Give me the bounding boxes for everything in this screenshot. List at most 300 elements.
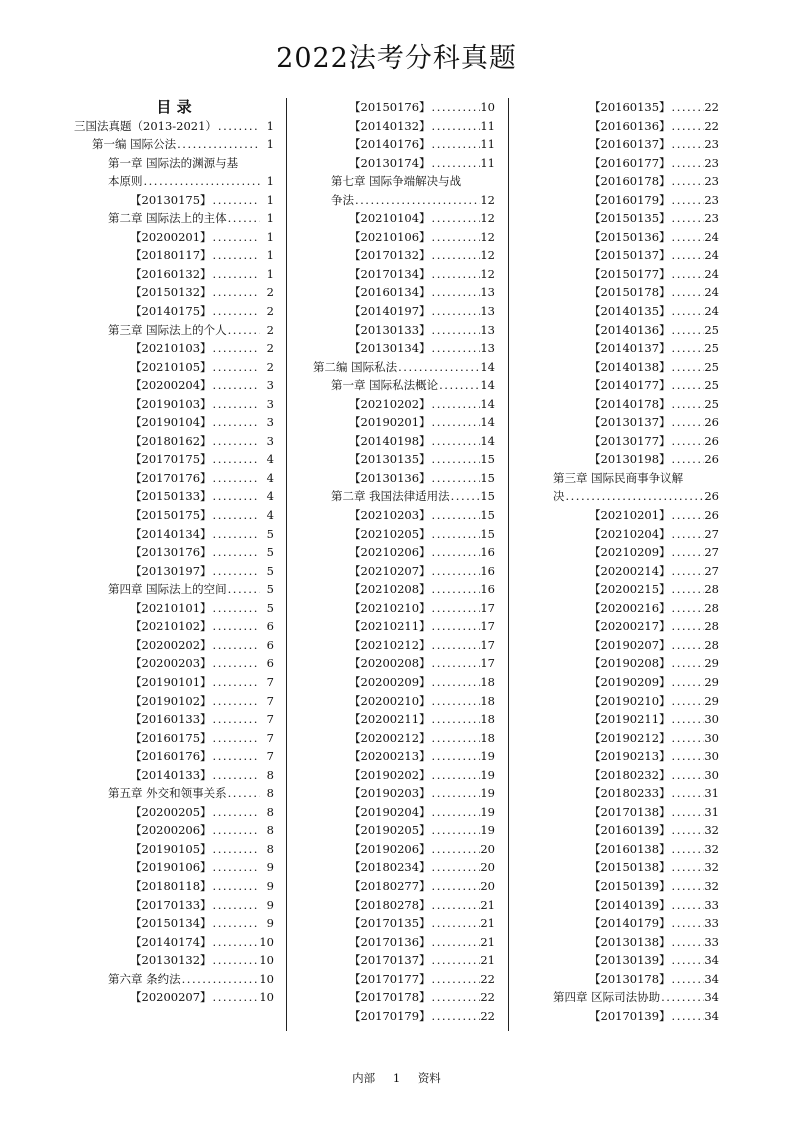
toc-entry-label: 【20140179】 xyxy=(589,916,671,931)
toc-entry[interactable] xyxy=(74,970,274,989)
toc-entry[interactable] xyxy=(553,933,719,952)
toc-entry[interactable] xyxy=(553,747,719,766)
toc-leader-dots xyxy=(671,562,705,581)
toc-entry-page: 28 xyxy=(704,619,719,634)
toc-entry[interactable] xyxy=(74,228,274,247)
toc-leader-dots xyxy=(671,209,705,228)
toc-entry-label: 【20190104】 xyxy=(130,415,212,430)
toc-entry[interactable] xyxy=(74,747,274,766)
toc-leader-dots xyxy=(431,98,481,117)
toc-leader-dots xyxy=(431,636,481,655)
toc-entry-label: 【20130139】 xyxy=(589,953,671,968)
toc-entry-page: 23 xyxy=(704,174,719,189)
toc-entry[interactable] xyxy=(313,710,495,729)
toc-leader-dots xyxy=(431,729,481,748)
toc-entry-page: 15 xyxy=(480,526,495,541)
toc-leader-dots xyxy=(431,970,481,989)
toc-entry-label: 【20190208】 xyxy=(589,656,671,671)
toc-entry[interactable] xyxy=(313,209,495,228)
toc-leader-dots xyxy=(212,395,260,414)
toc-entry[interactable] xyxy=(313,469,495,488)
toc-entry-label: 【20190212】 xyxy=(589,730,671,745)
toc-entry[interactable] xyxy=(313,172,495,191)
toc-leader-dots xyxy=(431,580,481,599)
toc-entry[interactable] xyxy=(553,98,719,117)
toc-entry-label: 【20140175】 xyxy=(130,304,212,319)
toc-leader-dots xyxy=(671,432,705,451)
toc-leader-dots xyxy=(671,117,705,136)
toc-entry[interactable] xyxy=(74,376,274,395)
toc-entry[interactable] xyxy=(313,970,495,989)
toc-leader-dots xyxy=(671,98,705,117)
toc-entry-page: 34 xyxy=(704,953,719,968)
toc-entry-page: 27 xyxy=(704,545,719,560)
toc-entry[interactable] xyxy=(74,673,274,692)
toc-entry[interactable] xyxy=(553,543,719,562)
toc-entry[interactable] xyxy=(313,896,495,915)
toc-entry[interactable] xyxy=(74,951,274,970)
toc-entry[interactable] xyxy=(313,228,495,247)
toc-entry-page: 14 xyxy=(480,433,495,448)
toc-leader-dots xyxy=(671,896,705,915)
toc-entry[interactable] xyxy=(313,321,495,340)
toc-entry-label: 【20140198】 xyxy=(349,433,431,448)
toc-entry-label: 【20200215】 xyxy=(589,582,671,597)
toc-leader-dots xyxy=(671,506,705,525)
toc-entry-page: 25 xyxy=(704,359,719,374)
toc-entry[interactable] xyxy=(553,283,719,302)
toc-entry-label: 【20160138】 xyxy=(589,841,671,856)
toc-leader-dots xyxy=(212,191,260,210)
toc-entry-label: 【20170178】 xyxy=(349,990,431,1005)
toc-entry-label: 【20150135】 xyxy=(589,211,671,226)
toc-leader-dots xyxy=(671,580,705,599)
toc-entry-page: 1 xyxy=(266,266,274,281)
toc-entry-label: 【20210210】 xyxy=(349,600,431,615)
toc-entry[interactable] xyxy=(74,562,274,581)
toc-entry[interactable] xyxy=(553,710,719,729)
toc-entry[interactable] xyxy=(313,877,495,896)
toc-entry[interactable] xyxy=(553,339,719,358)
toc-leader-dots xyxy=(212,413,260,432)
toc-entry-page: 20 xyxy=(480,841,495,856)
toc-leader-dots xyxy=(671,951,705,970)
toc-entry-label: 【20200205】 xyxy=(130,804,212,819)
toc-column-2 xyxy=(313,98,495,1025)
toc-entry[interactable] xyxy=(553,877,719,896)
toc-entry-label: 【20210205】 xyxy=(349,526,431,541)
toc-entry[interactable] xyxy=(313,191,495,210)
toc-leader-dots xyxy=(431,413,481,432)
toc-entry[interactable] xyxy=(74,432,274,451)
toc-entry-label: 【20200211】 xyxy=(349,712,431,727)
toc-entry-label: 【20160136】 xyxy=(589,118,671,133)
toc-entry[interactable] xyxy=(74,803,274,822)
toc-entry-page: 3 xyxy=(266,415,274,430)
toc-entry-page: 8 xyxy=(266,804,274,819)
toc-entry[interactable] xyxy=(313,951,495,970)
toc-leader-dots xyxy=(671,154,705,173)
toc-entry[interactable] xyxy=(313,265,495,284)
toc-leader-dots xyxy=(431,914,481,933)
toc-entry[interactable] xyxy=(553,228,719,247)
toc-entry[interactable] xyxy=(74,710,274,729)
toc-entry-label: 【20130133】 xyxy=(349,322,431,337)
toc-entry-label: 【20170132】 xyxy=(349,248,431,263)
toc-entry[interactable] xyxy=(553,599,719,618)
toc-entry[interactable] xyxy=(74,154,274,173)
toc-entry-page: 22 xyxy=(704,100,719,114)
toc-entry-page: 1 xyxy=(266,211,274,226)
toc-entry[interactable] xyxy=(313,747,495,766)
toc-entry-page: 15 xyxy=(480,452,495,467)
toc-entry[interactable] xyxy=(74,506,274,525)
toc-entry-label: 【20210206】 xyxy=(349,545,431,560)
toc-entry[interactable] xyxy=(313,840,495,859)
toc-entry-page: 2 xyxy=(266,341,274,356)
toc-entry[interactable] xyxy=(74,172,274,191)
toc-entry[interactable] xyxy=(313,339,495,358)
toc-leader-dots xyxy=(212,228,260,247)
toc-entry-label: 【20190201】 xyxy=(349,415,431,430)
toc-entry[interactable] xyxy=(74,302,274,321)
toc-entry[interactable] xyxy=(553,246,719,265)
toc-entry[interactable] xyxy=(553,321,719,340)
toc-entry-page: 14 xyxy=(480,378,495,393)
toc-leader-dots xyxy=(431,840,481,859)
toc-entry-label: 【20130138】 xyxy=(589,934,671,949)
toc-leader-dots xyxy=(671,525,705,544)
toc-entry-page: 22 xyxy=(704,118,719,133)
toc-leader-dots xyxy=(212,933,260,952)
toc-leader-dots xyxy=(671,821,705,840)
toc-entry[interactable] xyxy=(313,933,495,952)
toc-entry[interactable] xyxy=(313,636,495,655)
toc-entry[interactable] xyxy=(74,784,274,803)
toc-entry[interactable] xyxy=(74,283,274,302)
toc-entry-label: 【20190101】 xyxy=(130,674,212,689)
toc-entry[interactable] xyxy=(553,302,719,321)
toc-leader-dots xyxy=(431,209,481,228)
toc-entry[interactable] xyxy=(313,358,495,377)
toc-entry[interactable] xyxy=(313,302,495,321)
toc-entry[interactable] xyxy=(74,766,274,785)
toc-entry[interactable] xyxy=(313,450,495,469)
toc-entry[interactable] xyxy=(74,858,274,877)
toc-entry[interactable] xyxy=(553,1007,719,1026)
toc-entry-page: 4 xyxy=(266,489,274,504)
toc-leader-dots xyxy=(671,228,705,247)
toc-leader-dots xyxy=(671,283,705,302)
toc-entry[interactable] xyxy=(313,858,495,877)
toc-entry[interactable] xyxy=(553,117,719,136)
toc-entry[interactable] xyxy=(74,135,274,154)
toc-entry[interactable] xyxy=(74,117,274,136)
toc-entry[interactable] xyxy=(553,450,719,469)
toc-entry[interactable] xyxy=(553,413,719,432)
toc-entry[interactable] xyxy=(313,729,495,748)
toc-entry[interactable] xyxy=(74,246,274,265)
toc-leader-dots xyxy=(671,803,705,822)
toc-entry[interactable] xyxy=(553,376,719,395)
toc-entry[interactable] xyxy=(553,654,719,673)
toc-entry-page: 4 xyxy=(266,470,274,485)
toc-entry[interactable] xyxy=(553,469,719,488)
toc-entry[interactable] xyxy=(313,487,495,506)
toc-entry-label: 【20160176】 xyxy=(130,749,212,764)
toc-entry-page: 5 xyxy=(266,526,274,541)
toc-entry[interactable] xyxy=(313,803,495,822)
toc-entry[interactable] xyxy=(74,877,274,896)
toc-leader-dots xyxy=(212,543,260,562)
toc-leader-dots xyxy=(431,543,481,562)
toc-entry[interactable] xyxy=(553,766,719,785)
toc-entry-label: 第四章 国际法上的空间 xyxy=(108,582,227,597)
toc-entry-page: 25 xyxy=(704,396,719,411)
toc-entry[interactable] xyxy=(74,692,274,711)
toc-entry[interactable] xyxy=(553,784,719,803)
toc-entry-page: 19 xyxy=(480,804,495,819)
toc-entry-page: 31 xyxy=(704,786,719,801)
toc-entry-page: 28 xyxy=(704,637,719,652)
toc-entry-page: 28 xyxy=(704,582,719,597)
toc-leader-dots xyxy=(212,376,260,395)
toc-entry[interactable] xyxy=(313,673,495,692)
toc-leader-dots xyxy=(212,840,260,859)
toc-entry[interactable] xyxy=(74,525,274,544)
toc-leader-dots xyxy=(431,1007,481,1026)
toc-entry[interactable] xyxy=(313,914,495,933)
toc-entry-label: 【20150175】 xyxy=(130,508,212,523)
toc-entry-page: 13 xyxy=(480,341,495,356)
toc-entry-page: 18 xyxy=(480,712,495,727)
toc-entry[interactable] xyxy=(553,154,719,173)
toc-entry[interactable] xyxy=(553,580,719,599)
toc-entry[interactable] xyxy=(313,135,495,154)
toc-entry[interactable] xyxy=(74,988,274,1007)
toc-entry[interactable] xyxy=(553,506,719,525)
toc-entry[interactable] xyxy=(74,580,274,599)
toc-entry-page: 25 xyxy=(704,322,719,337)
toc-entry[interactable] xyxy=(313,654,495,673)
toc-entry[interactable] xyxy=(553,617,719,636)
toc-leader-dots xyxy=(671,265,705,284)
toc-entry[interactable] xyxy=(553,191,719,210)
toc-entry[interactable] xyxy=(553,172,719,191)
toc-entry[interactable] xyxy=(74,321,274,340)
toc-entry-page: 19 xyxy=(480,823,495,838)
toc-entry[interactable] xyxy=(553,858,719,877)
toc-entry[interactable] xyxy=(553,209,719,228)
toc-entry-label: 【20150138】 xyxy=(589,860,671,875)
toc-entry-page: 15 xyxy=(480,508,495,523)
toc-entry-label: 【20180232】 xyxy=(589,767,671,782)
toc-entry[interactable] xyxy=(553,729,719,748)
toc-entry[interactable] xyxy=(74,191,274,210)
toc-entry[interactable] xyxy=(313,543,495,562)
toc-leader-dots xyxy=(431,321,481,340)
toc-entry-page: 23 xyxy=(704,192,719,207)
toc-entry[interactable] xyxy=(553,988,719,1007)
toc-entry[interactable] xyxy=(553,135,719,154)
toc-entry-label: 【20180278】 xyxy=(349,897,431,912)
toc-entry-page: 1 xyxy=(266,174,274,189)
toc-entry-label: 【20190213】 xyxy=(589,749,671,764)
toc-entry-label: 【20170134】 xyxy=(349,266,431,281)
toc-entry[interactable] xyxy=(74,469,274,488)
toc-leader-dots xyxy=(431,562,481,581)
toc-entry[interactable] xyxy=(313,692,495,711)
toc-entry[interactable] xyxy=(553,914,719,933)
toc-entry-page: 5 xyxy=(266,600,274,615)
toc-entry[interactable] xyxy=(553,673,719,692)
toc-entry[interactable] xyxy=(74,821,274,840)
toc-leader-dots xyxy=(431,469,481,488)
toc-entry[interactable] xyxy=(553,432,719,451)
toc-entry[interactable] xyxy=(313,988,495,1007)
toc-entry-page: 19 xyxy=(480,749,495,764)
toc-leader-dots xyxy=(671,840,705,859)
toc-entry-label: 【20190205】 xyxy=(349,823,431,838)
toc-entry[interactable] xyxy=(313,1007,495,1026)
toc-entry[interactable] xyxy=(74,599,274,618)
toc-entry[interactable] xyxy=(74,840,274,859)
footer-left-text: 内部 xyxy=(352,1071,376,1085)
toc-entry[interactable] xyxy=(313,413,495,432)
toc-entry[interactable] xyxy=(313,617,495,636)
toc-entry-label: 【20160178】 xyxy=(589,174,671,189)
toc-entry[interactable] xyxy=(553,395,719,414)
toc-entry-label: 【20190202】 xyxy=(349,767,431,782)
toc-column-3 xyxy=(553,98,719,1025)
toc-entry[interactable] xyxy=(313,580,495,599)
toc-entry[interactable] xyxy=(74,358,274,377)
toc-leader-dots xyxy=(431,154,481,173)
toc-leader-dots xyxy=(671,970,705,989)
toc-entry[interactable] xyxy=(553,265,719,284)
toc-entry-page: 2 xyxy=(266,359,274,374)
toc-column-1 xyxy=(74,98,274,1007)
toc-entry-label: 【20200203】 xyxy=(130,656,212,671)
toc-entry-label: 【20130132】 xyxy=(130,953,212,968)
toc-entry[interactable] xyxy=(553,896,719,915)
toc-entry-page: 10 xyxy=(259,990,274,1005)
toc-leader-dots xyxy=(227,580,260,599)
toc-entry[interactable] xyxy=(74,617,274,636)
toc-leader-dots xyxy=(431,710,481,729)
toc-leader-dots xyxy=(212,803,260,822)
toc-leader-dots xyxy=(212,766,260,785)
toc-entry-label: 【20160177】 xyxy=(589,155,671,170)
toc-entry-page: 15 xyxy=(480,489,495,504)
toc-entry-label: 【20150136】 xyxy=(589,229,671,244)
toc-entry[interactable] xyxy=(313,506,495,525)
toc-entry[interactable] xyxy=(553,692,719,711)
toc-entry[interactable] xyxy=(313,562,495,581)
toc-entry[interactable] xyxy=(74,654,274,673)
toc-entry[interactable] xyxy=(74,395,274,414)
toc-entry[interactable] xyxy=(74,450,274,469)
toc-entry-label: 【20150177】 xyxy=(589,266,671,281)
toc-entry-page: 11 xyxy=(480,155,495,170)
toc-entry[interactable] xyxy=(553,562,719,581)
toc-entry[interactable] xyxy=(553,951,719,970)
toc-entry[interactable] xyxy=(313,784,495,803)
toc-entry-page: 21 xyxy=(480,897,495,912)
toc-entry[interactable] xyxy=(74,933,274,952)
toc-entry[interactable] xyxy=(553,487,719,506)
toc-leader-dots xyxy=(212,821,260,840)
toc-entry[interactable] xyxy=(74,543,274,562)
toc-entry[interactable] xyxy=(74,487,274,506)
toc-entry-page: 21 xyxy=(480,934,495,949)
toc-entry[interactable] xyxy=(553,970,719,989)
toc-entry-label: 【20200216】 xyxy=(589,600,671,615)
toc-entry[interactable] xyxy=(313,599,495,618)
toc-entry[interactable] xyxy=(553,525,719,544)
toc-entry[interactable] xyxy=(313,283,495,302)
toc-entry[interactable] xyxy=(74,265,274,284)
toc-leader-dots xyxy=(227,321,260,340)
toc-entry-page: 12 xyxy=(480,229,495,244)
toc-leader-dots xyxy=(431,896,481,915)
toc-entry[interactable] xyxy=(313,432,495,451)
toc-entry[interactable] xyxy=(74,209,274,228)
toc-entry[interactable] xyxy=(553,821,719,840)
toc-leader-dots xyxy=(431,673,481,692)
toc-entry-label: 【20210202】 xyxy=(349,396,431,411)
toc-entry[interactable] xyxy=(313,98,495,117)
toc-entry[interactable] xyxy=(74,636,274,655)
toc-leader-dots xyxy=(212,246,260,265)
toc-entry[interactable] xyxy=(313,246,495,265)
toc-leader-dots xyxy=(212,469,260,488)
toc-entry-page: 6 xyxy=(266,656,274,671)
toc-entry[interactable] xyxy=(74,896,274,915)
toc-entry[interactable] xyxy=(74,729,274,748)
toc-leader-dots xyxy=(431,395,481,414)
toc-entry[interactable] xyxy=(553,358,719,377)
toc-leader-dots xyxy=(671,172,705,191)
toc-entry[interactable] xyxy=(553,636,719,655)
toc-entry[interactable] xyxy=(313,766,495,785)
toc-leader-dots xyxy=(431,951,481,970)
toc-entry[interactable] xyxy=(313,154,495,173)
toc-entry[interactable] xyxy=(313,821,495,840)
toc-entry[interactable] xyxy=(74,914,274,933)
toc-leader-dots xyxy=(212,951,260,970)
toc-entry[interactable] xyxy=(553,803,719,822)
toc-leader-dots xyxy=(212,617,260,636)
toc-entry-page: 23 xyxy=(704,211,719,226)
toc-leader-dots xyxy=(354,191,480,210)
toc-entry-page: 30 xyxy=(704,749,719,764)
toc-entry-label: 【20130175】 xyxy=(130,192,212,207)
toc-entry-label: 第三章 国际民商事争议解 xyxy=(553,470,684,485)
toc-entry[interactable] xyxy=(553,840,719,859)
toc-entry[interactable] xyxy=(74,339,274,358)
document-title: 2022法考分科真题 xyxy=(276,43,517,74)
toc-entry[interactable] xyxy=(313,395,495,414)
toc-entry[interactable] xyxy=(74,413,274,432)
toc-entry[interactable] xyxy=(313,376,495,395)
toc-entry[interactable] xyxy=(313,117,495,136)
toc-entry-label: 【20180233】 xyxy=(589,786,671,801)
toc-entry[interactable] xyxy=(313,525,495,544)
toc-entry-label: 【20170179】 xyxy=(349,1008,431,1023)
toc-entry-label: 【20140174】 xyxy=(130,934,212,949)
toc-entry-label: 争法 xyxy=(331,192,354,207)
